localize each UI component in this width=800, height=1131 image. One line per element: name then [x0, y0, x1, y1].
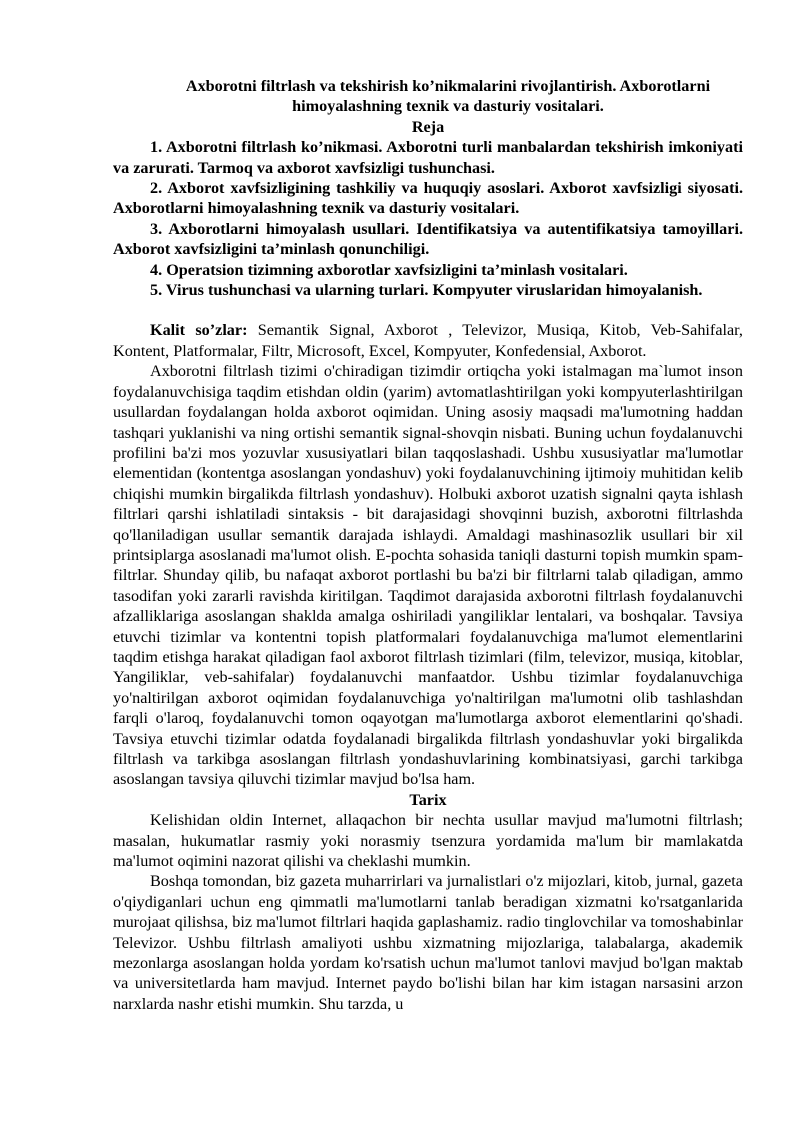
plan-item: 4. Operatsion tizimning axborotlar xavfsizligini ta’minlash vositalari. — [150, 260, 628, 279]
section-spacer — [113, 300, 743, 320]
document-title: Axborotni filtrlash va tekshirish ko’nikmalarini rivojlantirish. Axborotlarni himoyalashning texnik va dasturiy vositalari. — [185, 77, 711, 116]
plan-item: 1. Axborotni filtrlash ko’nikmasi. Axborotni turli manbalardan tekshirish imkoniyati va zarurati. Tarmoq va axborot xavfsizligi tushunchasi. — [113, 138, 743, 177]
plan-list — [113, 137, 743, 300]
history-heading: Tarix — [409, 790, 447, 809]
keywords-label: Kalit so’zlar: — [150, 321, 248, 340]
plan-item: 3. Axborotlarni himoyalash usullari. Identifikatsiya va autentifikatsiya tamoyillari. Axborot xavfsizligini ta’minlash qonunchiligi. — [113, 219, 743, 259]
history-paragraph: Kelishidan oldin Internet, allaqachon bir nechta usullar mavjud ma'lumotni filtrlash; masalan, hukumatlar rasmiy yoki norasmiy tsenzura yordamida ma'lum bir mamlakatda ma'lumot oqimini nazorat qilishi va cheklashi mumkin. — [113, 811, 743, 871]
history-paragraph: Boshqa tomondan, biz gazeta muharrirlari va jurnalistlari o'z mijozlari, kitob, jurnal, gazeta o'qiydiganlari uchun eng qimmatli ma'lumotlarni tanlab beradigan xizmatni ko'rsatganlarida murojaat qilishsa, biz ma'lumot filtrlari haqida gaplashamiz. radio tinglovchilar va tomoshabinlar Televizor. Ushbu filtrlash amaliyoti ushbu xizmatning mijozlariga, talabalarga, akademik mezonlarga asoslangan holda yordam ko'rsatish uchun ma'lumot tanlovi mavjud bo'lgan maktab va universitetlarda ham mavjud. Internet paydo bo'lishi bilan har kim istagan narsasini arzon narxlarda nashr etishi mumkin. Shu tarzda, u — [113, 872, 743, 1013]
intro-paragraph: Axborotni filtrlash tizimi o'chiradigan tizimdir ortiqcha yoki istalmagan ma`lumot inson foydalanuvchisiga taqdim etishdan oldin (yarim) avtomatlashtirilgan yoki kompyuterlashtirilgan usullardan foydalangan holda axborot oqimidan. Uning asosiy maqsadi ma'lumotning haddan tashqari yuklanishi va ning ortishi semantik signal-shovqin nisbati. Buning uchun foydalanuvchi profilini ba'zi mos yozuvlar xususiyatlari bilan taqqoslashadi. Ushbu xususiyatlar ma'lumotlar elementidan (kontentga asoslangan yondashuv) yoki foydalanuvchining ijtimoiy muhitidan kelib chiqishi mumkin birgalikda filtrlash yondashuv). Holbuki axborot uzatish signalni qayta ishlash filtrlari qarshi ishlatiladi sintaksis - bit darajasidagi shovqinni buzish, axborotni filtrlashda qo'llaniladigan usullar semantik darajada ishlaydi. Amaldagi mashinasozlik usullari bir xil printsiplarga asoslanadi ma'lumot olish. E-pochta sohasida taniqli dasturni topish mumkin spam-filtrlar. Shunday qilib, bu nafaqat axborot portlashi bu ba'zi bir filtrlarni talab qiladigan, ammo tasodifan yoki zararli ravishda kiritilgan. Taqdimot darajasida axborotni filtrlash foydalanuvchi afzalliklariga asoslangan shaklda amalga oshiriladi yangiliklar lentalari, va boshqalar. Tavsiya etuvchi tizimlar va kontentni topish platformalari foydalanuvchiga ma'lumot elementlarini taqdim etishga harakat qiladigan faol axborot filtrlash tizimlari (film, televizor, musiqa, kitoblar, Yangiliklar, veb-sahifalar) foydalanuvchi manfaatdor. Ushbu tizimlar foydalanuvchiga yo'naltirilgan axborot oqimidan foydalanuvchiga yo'naltirilgan ma'lumotni olib tashlashdan farqli o'laroq, foydalanuvchi tomon oqayotgan ma'lumotlarga axborot elementlarini qo'shadi. Tavsiya etuvchi tizimlar odatda foydalanadi birgalikda filtrlash yondashuvlar yoki birgalikda filtrlash va tarkibga asoslangan filtrlash yondashuvlarining kombinatsiyasi, garchi tarkibga asoslangan tavsiya qiluvchi tizimlar mavjud bo'lsa ham. — [113, 362, 743, 789]
plan-heading: Reja — [411, 117, 445, 136]
plan-item: 5. Virus tushunchasi va ularning turlari. Kompyuter viruslaridan himoyalanish. — [150, 281, 703, 300]
plan-item: 2. Axborot xavfsizligining tashkiliy va huquqiy asoslari. Axborot xavfsizligi siyosati. Axborotlarni himoyalashning texnik va dasturiy vositalari. — [113, 179, 743, 218]
keywords-paragraph — [113, 320, 743, 361]
document-page — [113, 76, 743, 1014]
keywords-text: Semantik Signal, Axborot , Televizor, Musiqa, Kitob, Veb-Sahifalar, Kontent, Platformalar, Filtr, Microsoft, Excel, Kompyuter, Konfedensial, Axborot. — [113, 321, 743, 360]
